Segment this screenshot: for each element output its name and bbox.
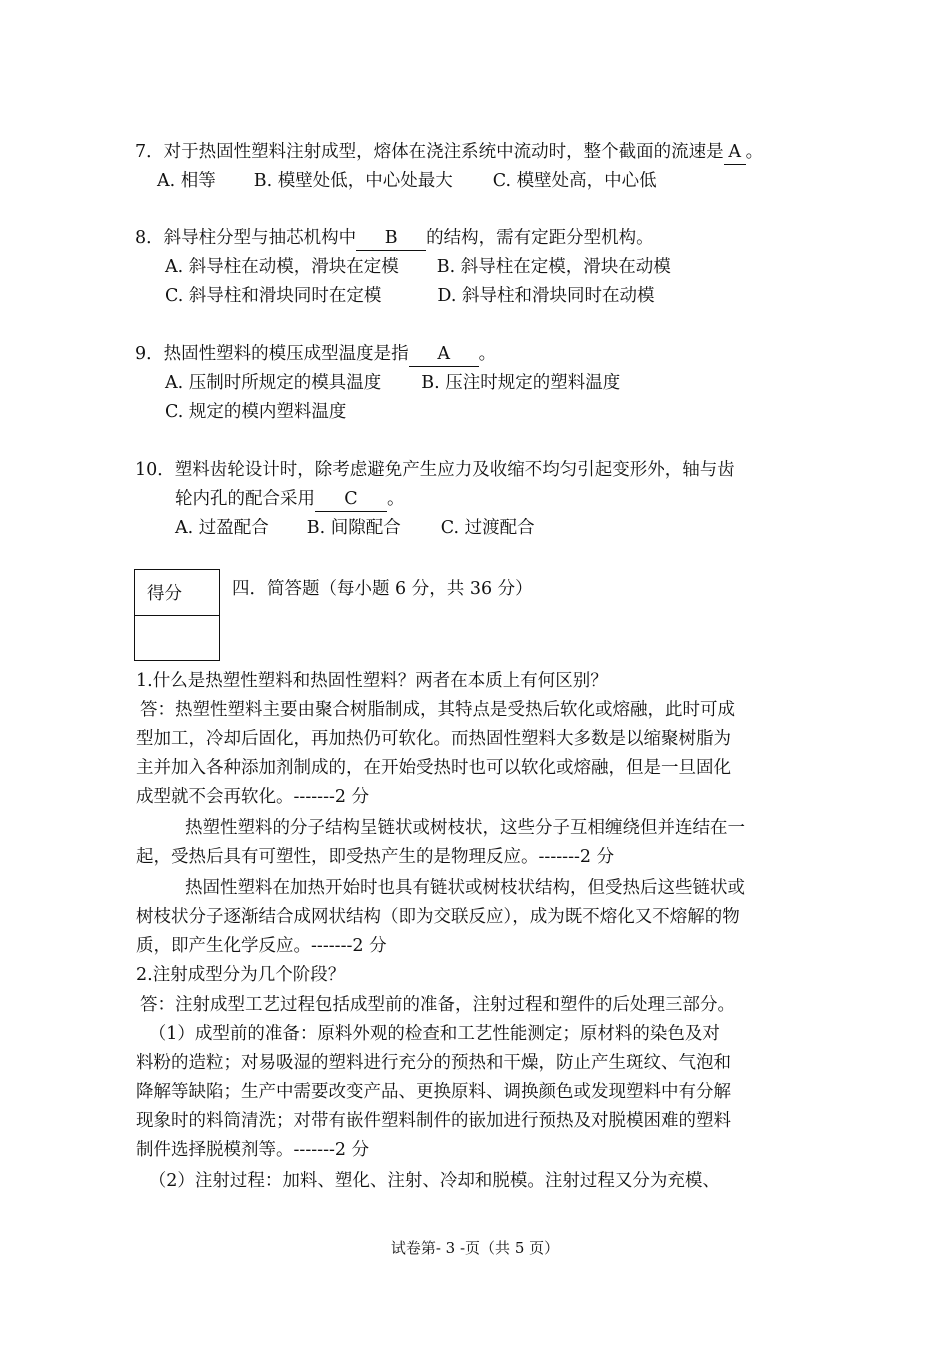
question-7-options bbox=[157, 169, 657, 193]
question-text: 的结构，需有定距分型机构。 bbox=[426, 228, 654, 248]
option-a: A. 过盈配合 bbox=[175, 518, 269, 538]
option-b: B. 模壁处低，中心处最大 bbox=[253, 171, 453, 191]
question-text: 8．斜导柱分型与抽芯机构中 bbox=[135, 228, 357, 248]
essay-answer-line: （2）注射过程：加料、塑化、注射、冷却和脱模。注射过程又分为充模、 bbox=[140, 1171, 720, 1191]
option-c: C. 模壁处高，中心低 bbox=[492, 171, 657, 191]
question-10-stem-line2 bbox=[175, 487, 405, 512]
score-box-divider bbox=[135, 615, 219, 616]
question-8-stem bbox=[135, 226, 654, 251]
option-b: B. 压注时规定的塑料温度 bbox=[421, 373, 621, 393]
answer-blank: A bbox=[724, 140, 746, 165]
question-8-options-row1 bbox=[165, 255, 671, 279]
answer-blank: C bbox=[315, 487, 387, 512]
essay-answer-line: 降解等缺陷；生产中需要改变产品、更换原料、调换颜色或发现塑料中有分解 bbox=[136, 1082, 731, 1102]
score-label: 得分 bbox=[147, 584, 182, 604]
question-punct: 。 bbox=[745, 142, 764, 162]
option-b: B. 斜导柱在定模，滑块在动模 bbox=[436, 257, 671, 277]
question-9-options-row2 bbox=[165, 400, 346, 424]
question-text: 7．对于热固性塑料注射成型，熔体在浇注系统中流动时，整个截面的流速是 bbox=[135, 142, 724, 162]
score-box bbox=[134, 569, 220, 661]
question-7-stem bbox=[135, 140, 763, 165]
essay-answer-line: 树枝状分子逐渐结合成网状结构（即为交联反应），成为既不熔化又不熔解的物 bbox=[136, 907, 740, 927]
question-9-options-row1 bbox=[165, 371, 620, 395]
option-a: A. 相等 bbox=[157, 171, 216, 191]
option-a: A. 斜导柱在动模，滑块在定模 bbox=[165, 257, 399, 277]
essay-answer-line: 热塑性塑料的分子结构呈链状或树枝状，这些分子互相缠绕但并连结在一 bbox=[150, 818, 745, 838]
page-footer: 试卷第- 3 -页（共 5 页） bbox=[390, 1239, 560, 1257]
question-10-options bbox=[175, 516, 535, 540]
question-punct: 。 bbox=[387, 489, 405, 509]
question-punct: 。 bbox=[478, 344, 497, 364]
essay-answer-line: （1）成型前的准备：原料外观的检查和工艺性能测定；原材料的染色及对 bbox=[140, 1024, 720, 1044]
question-8-options-row2 bbox=[165, 284, 654, 308]
answer-blank: A bbox=[409, 342, 479, 367]
essay-question-1-title: 1.什么是热塑性塑料和热固性塑料？两者在本质上有何区别？ bbox=[136, 671, 608, 691]
option-d: D. 斜导柱和滑块同时在动模 bbox=[437, 286, 655, 306]
question-text: 轮内孔的配合采用 bbox=[175, 489, 315, 509]
essay-answer-line: 型加工，冷却后固化，再加热仍可软化。而热固性塑料大多数是以缩聚树脂为 bbox=[136, 729, 731, 749]
question-10-stem-line1 bbox=[135, 458, 735, 482]
option-a: A. 压制时所规定的模具温度 bbox=[165, 373, 382, 393]
question-9-stem bbox=[135, 342, 496, 367]
essay-answer-line: 答：注射成型工艺过程包括成型前的准备，注射过程和塑件的后处理三部分。 bbox=[140, 995, 735, 1015]
essay-answer-line: 质，即产生化学反应。-------2 分 bbox=[136, 936, 387, 956]
option-b: B. 间隙配合 bbox=[306, 518, 401, 538]
question-text: 10．塑料齿轮设计时，除考虑避免产生应力及收缩不均匀引起变形外，轴与齿 bbox=[135, 460, 735, 480]
essay-answer-line: 主并加入各种添加剂制成的，在开始受热时也可以软化或熔融，但是一旦固化 bbox=[136, 758, 731, 778]
essay-answer-line: 制件选择脱模剂等。-------2 分 bbox=[136, 1140, 370, 1160]
option-c: C. 过渡配合 bbox=[440, 518, 535, 538]
option-c: C. 斜导柱和滑块同时在定模 bbox=[165, 286, 382, 306]
essay-answer-line: 答：热塑性塑料主要由聚合树脂制成，其特点是受热后软化或熔融，此时可成 bbox=[140, 700, 735, 720]
question-text: 9．热固性塑料的模压成型温度是指 bbox=[135, 344, 409, 364]
essay-answer-line: 热固性塑料在加热开始时也具有链状或树枝状结构，但受热后这些链状或 bbox=[150, 878, 745, 898]
option-c: C. 规定的模内塑料温度 bbox=[165, 402, 347, 422]
section-title: 四．简答题（每小题 6 分，共 36 分） bbox=[232, 579, 533, 599]
essay-answer-line: 成型就不会再软化。-------2 分 bbox=[136, 787, 370, 807]
essay-question-2-title: 2.注射成型分为几个阶段？ bbox=[136, 965, 346, 985]
answer-blank: B bbox=[356, 226, 426, 251]
essay-answer-line: 现象时的料筒清洗；对带有嵌件塑料制件的嵌加进行预热及对脱模困难的塑料 bbox=[136, 1111, 731, 1131]
essay-answer-line: 料粉的造粒；对易吸湿的塑料进行充分的预热和干燥，防止产生斑纹、气泡和 bbox=[136, 1053, 731, 1073]
essay-answer-line: 起，受热后具有可塑性，即受热产生的是物理反应。-------2 分 bbox=[136, 847, 615, 867]
